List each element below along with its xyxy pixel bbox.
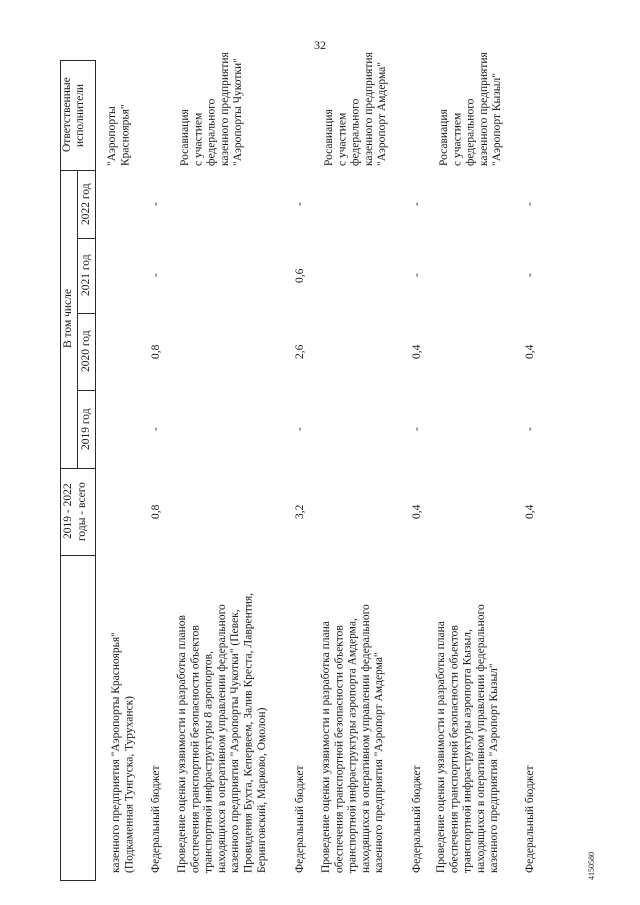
budget-label: Федеральный бюджет	[411, 765, 423, 873]
page-number: 32	[314, 38, 326, 52]
budget-label: Федеральный бюджет	[150, 765, 162, 873]
budget-2020: 0,4	[411, 344, 423, 359]
header-total: 2019 - 2022 годы - всего	[62, 482, 88, 541]
budget-total: 0,8	[150, 504, 162, 519]
header-year-2020: 2020 год	[80, 330, 92, 373]
row-description: казенного предприятия "Аэропорты Красноярья" (Подкаменная Тунгуска, Туруханск)	[110, 632, 136, 873]
budget-label: Федеральный бюджет	[524, 765, 536, 873]
budget-2019: -	[294, 427, 306, 431]
document-code: 4150580	[587, 852, 596, 880]
header-responsible: Ответственные исполнители	[61, 77, 86, 153]
budget-2019: -	[150, 427, 162, 431]
header-divider	[60, 555, 96, 556]
budget-2021: -	[524, 273, 536, 278]
row-responsible: "Аэропорты Красноярья"	[106, 104, 132, 166]
budget-2020: 2,6	[294, 344, 306, 359]
header-including: В том числе	[62, 289, 74, 349]
row-description: Проведение оценки уязвимости и разработка плана обеспечения транспортной безопасности объектов транспортной инфраструктуры аэропорта Амдерма, находящихся в оперативном управлении федерального казенного предприятия "Аэропорт Амдерма"	[320, 604, 386, 873]
budget-2021: -	[150, 273, 162, 278]
budget-total: 3,2	[294, 504, 306, 519]
budget-total: 0,4	[524, 504, 536, 519]
budget-2022: -	[294, 202, 306, 206]
header-divider	[60, 880, 96, 881]
row-responsible: Росавиация с участием федерального казенного предприятия "Аэропорт Кызыл"	[438, 52, 504, 166]
budget-total: 0,4	[411, 504, 423, 519]
budget-2022: -	[411, 202, 423, 206]
row-responsible: Росавиация с участием федерального казенного предприятия "Аэропорт Амдерма"	[323, 52, 389, 166]
budget-2020: 0,4	[524, 344, 536, 359]
header-year-2019: 2019 год	[80, 408, 92, 450]
header-year-2022: 2022 год	[80, 183, 92, 225]
header-year-2021: 2021 год	[80, 254, 92, 297]
budget-label: Федеральный бюджет	[294, 765, 306, 873]
budget-2021: -	[411, 273, 423, 278]
budget-2021: 0,6	[294, 268, 306, 283]
budget-2019: -	[524, 427, 536, 431]
row-responsible: Росавиация с участием федерального казенного предприятия "Аэропорты Чукотки"	[179, 52, 245, 166]
budget-2019: -	[411, 427, 423, 431]
row-description: Проведение оценки уязвимости и разработка плана обеспечения транспортной безопасности объектов транспортной инфраструктуры аэропорта Кызыл, находящихся в оперативном управлении федерального казенного предприятия "Аэропорт Кызыл"	[435, 604, 501, 873]
budget-2022: -	[524, 202, 536, 206]
budget-2022: -	[150, 202, 162, 206]
budget-2020: 0,8	[150, 344, 162, 359]
header-bottom-border	[95, 60, 96, 880]
row-description: Проведение оценки уязвимости и разработка планов обеспечения транспортной безопасности объектов транспортной инфраструктуры 8 аэропортов, находящихся в оперативном управлении федерального казенного предприятия "Аэропорты Чукотки" (Певек, Провидения Бухта, Кепервеем, Залив Креста, Лаврентия, Беринговский, Марково, Омолон)	[176, 592, 268, 873]
